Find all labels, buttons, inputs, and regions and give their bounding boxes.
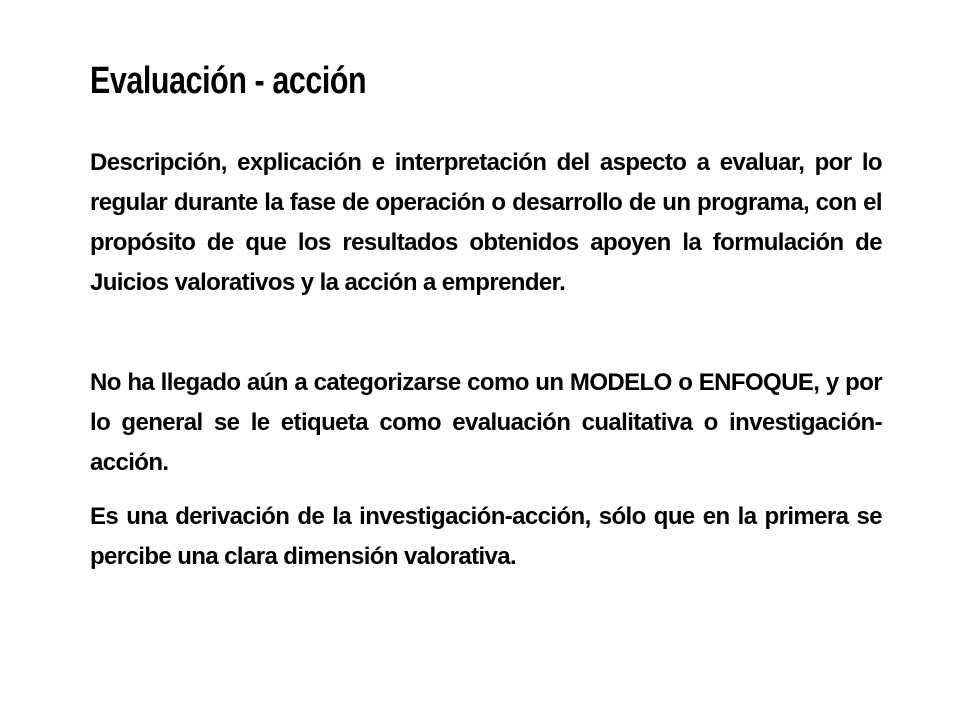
- paragraph-derivation: Es una derivación de la investigación-acción, sólo que en la primera se percibe una clara dimensión valorativa.: [90, 503, 882, 570]
- slide-title: Evaluación - acción: [90, 60, 367, 102]
- paragraph-1-block: [90, 143, 882, 303]
- paragraph-definition: Descripción, explicación e interpretación del aspecto a evaluar, por lo regular durante la fase de operación o desarrollo de un programa, con el propósito de que los resultados obtenidos apoyen la formulación de Juicios valorativos y la acción a emprender.: [90, 149, 882, 296]
- paragraph-classification: No ha llegado aún a categorizarse como un MODELO o ENFOQUE, y por lo general se le etiqueta como evaluación cualitativa o investigación-acción.: [90, 369, 882, 476]
- paragraph-2-block: [90, 363, 882, 483]
- paragraph-3-block: [90, 497, 882, 577]
